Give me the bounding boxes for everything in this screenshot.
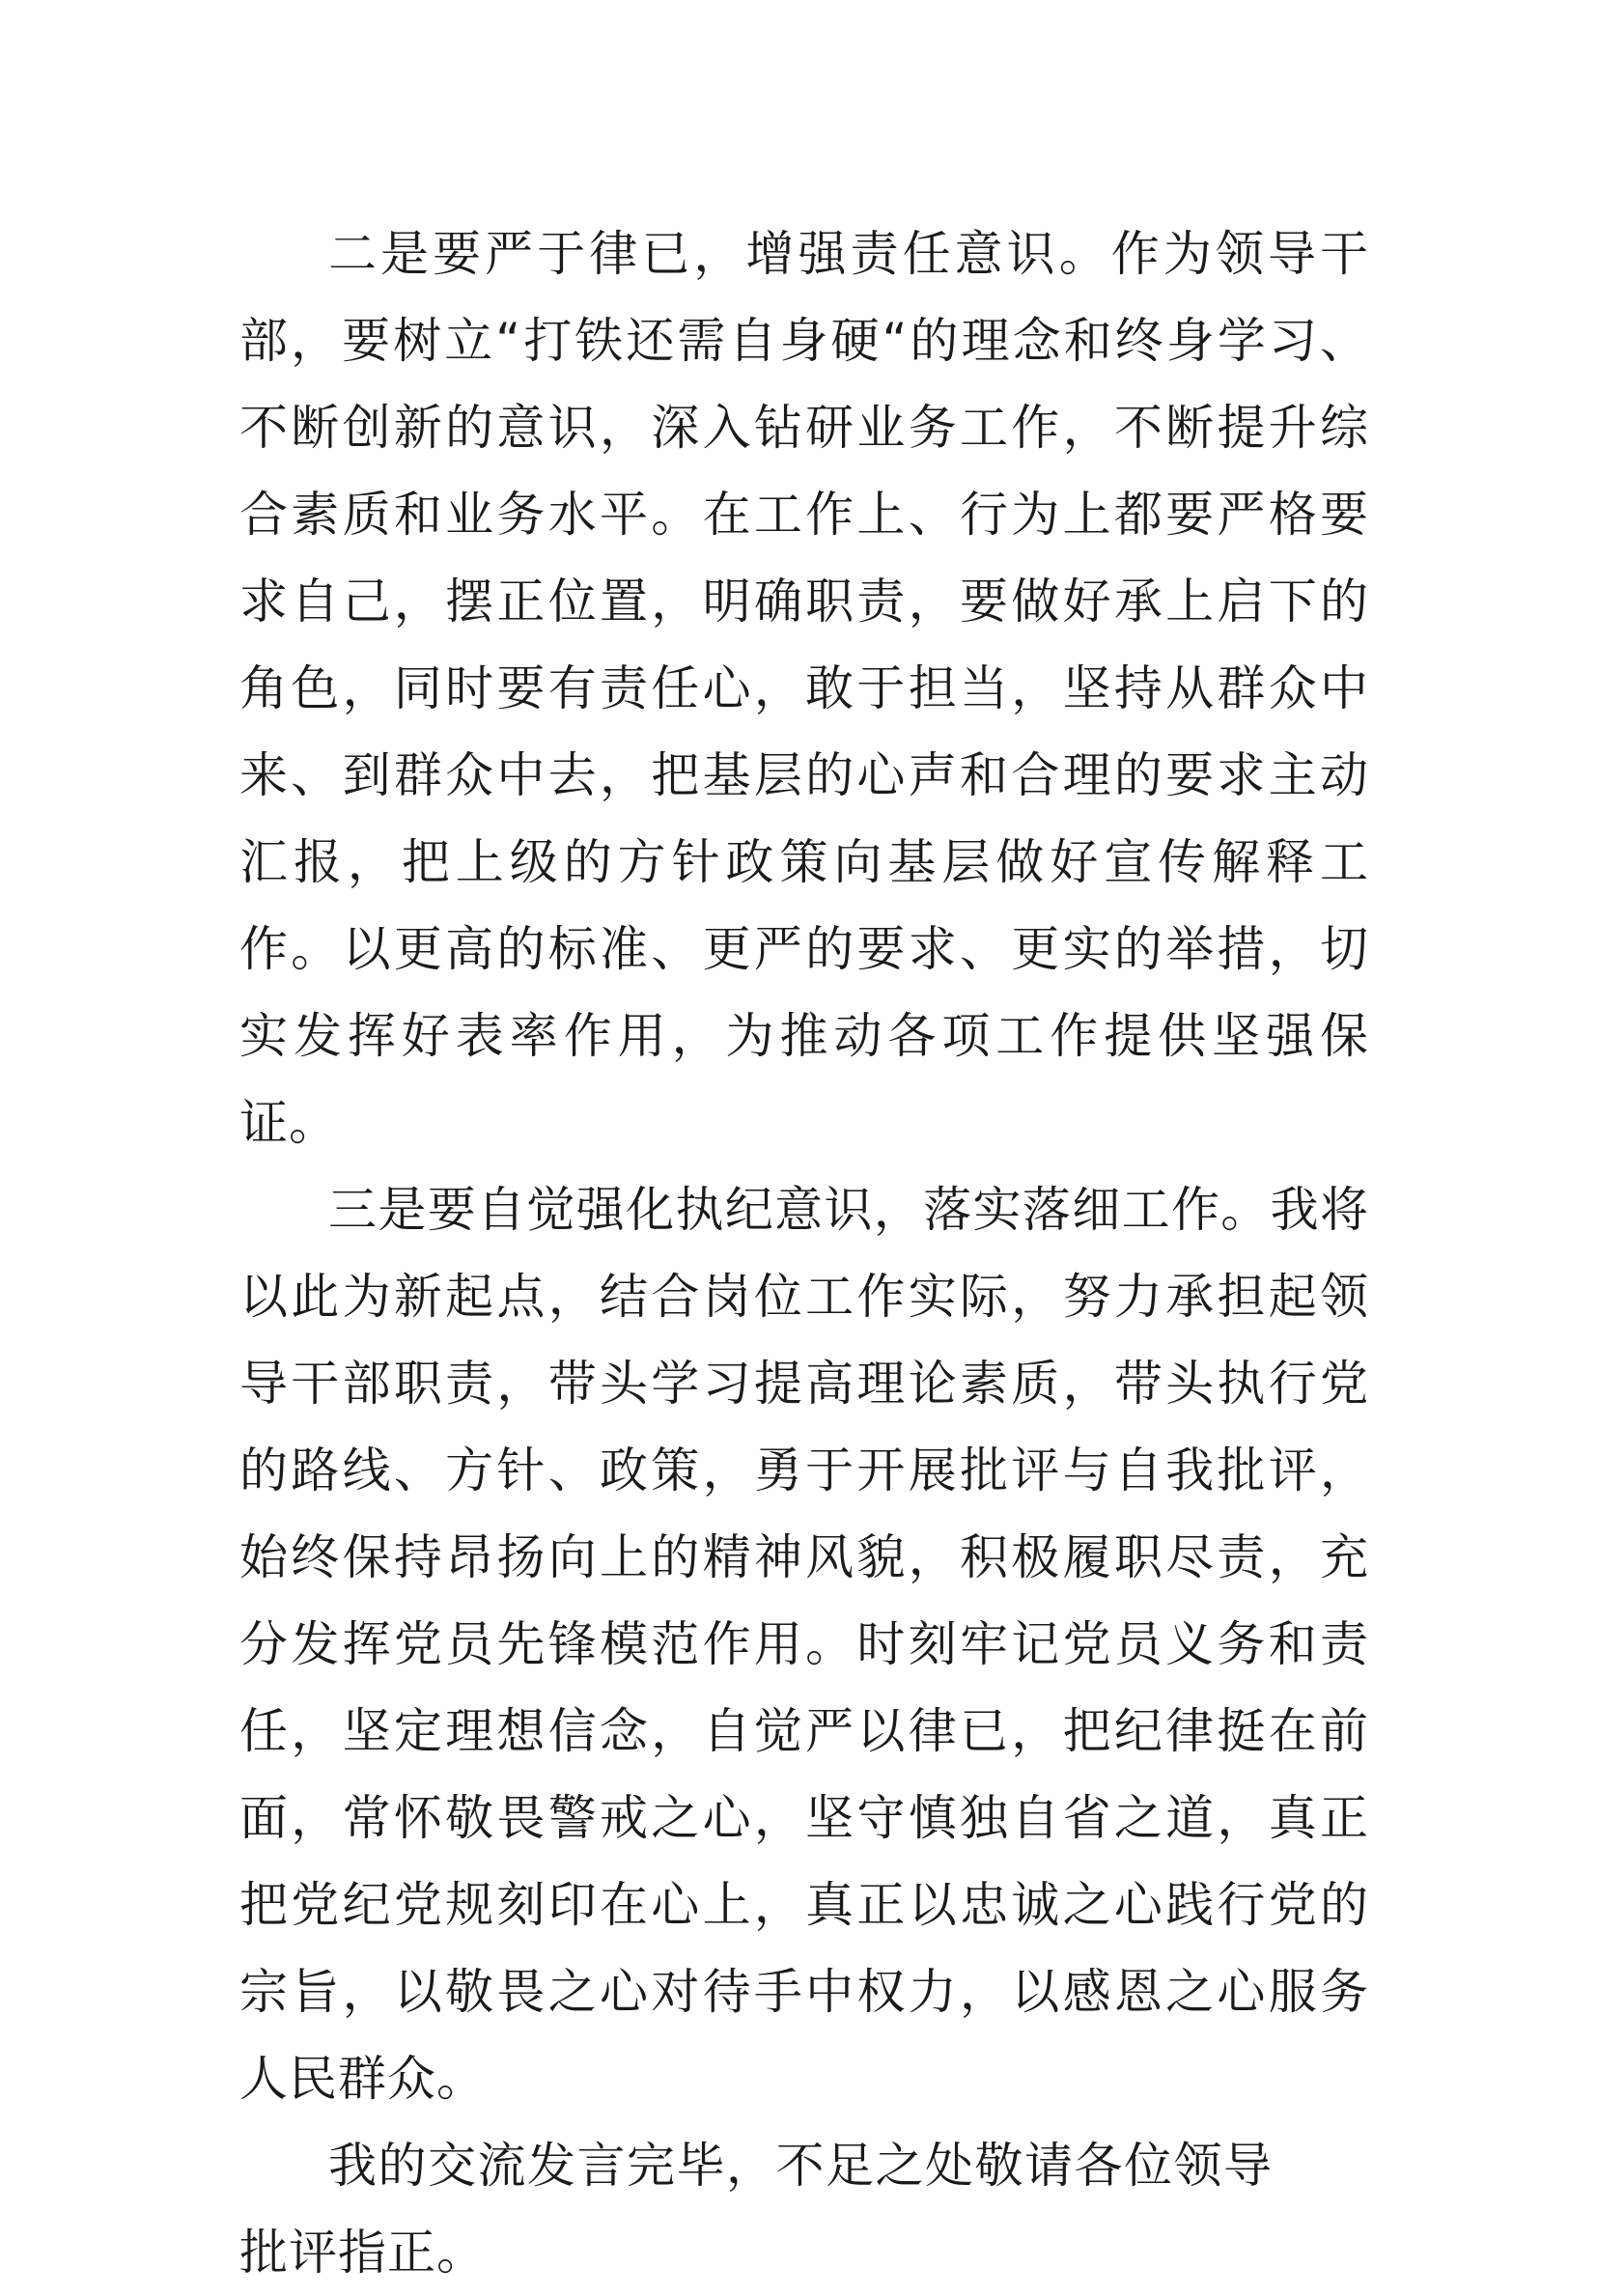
paragraph-discipline-self: 二是要严于律已，增强责任意识。作为领导干部，要树立“打铁还需自身硬“的理念和终身学习、不断创新的意识，深入钻研业务工作，不断提升综合素质和业务水平。在工作上、行为上都要严格要求自己，摆正位置，明确职责，要做好承上启下的角色，同时要有责任心，敢于担当，坚持从群众中来、到群众中去，把基层的心声和合理的要求主动汇报，把上级的方针政策向基层做好宣传解释工作。以更高的标准、更严的要求、更实的举措，切实发挥好表率作用，为推动各项工作提供坚强保证。 [239,226,1369,1151]
paragraph-closing: 我的交流发言完毕，不足之处敬请各位领导批评指正。 [239,2138,1273,2281]
document-body [239,210,1369,2296]
paragraph-discipline-awareness: 三是要自觉强化执纪意识，落实落细工作。我将以此为新起点，结合岗位工作实际，努力承担起领导干部职责，带头学习提高理论素质，带头执行党的路线、方针、政策，勇于开展批评与自我批评，始终保持昂扬向上的精神风貌，积极履职尽责，充分发挥党员先锋模范作用。时刻牢记党员义务和责任，坚定理想信念，自觉严以律已，把纪律挺在前面，常怀敬畏警戒之心，坚守慎独自省之道，真正把党纪党规刻印在心上，真正以忠诚之心践行党的宗旨，以敬畏之心对待手中权力，以感恩之心服务人民群众。 [239,1182,1369,2107]
